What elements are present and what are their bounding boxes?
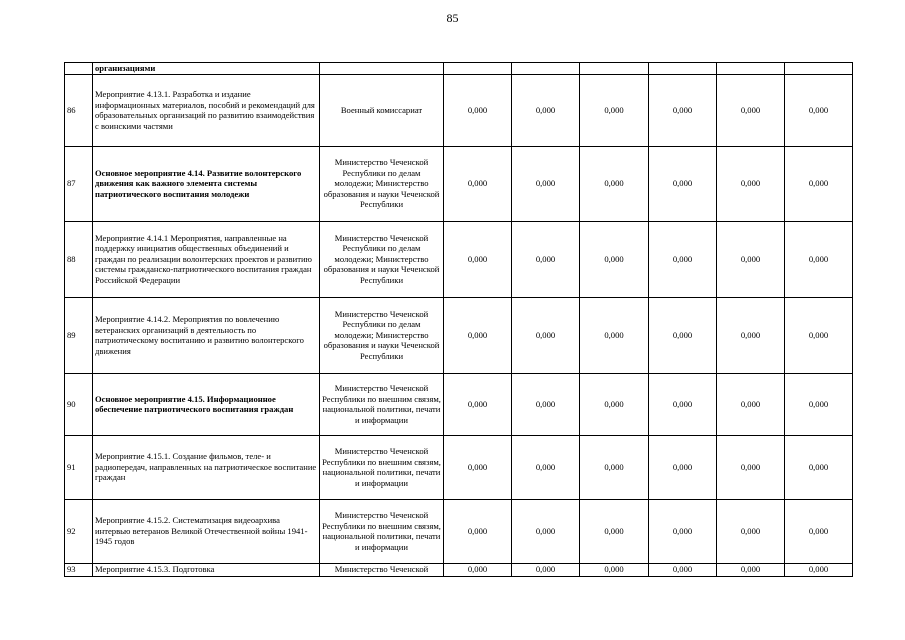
value-cell: 0,000 (785, 373, 853, 435)
executor-cell: Министерство Чеченской Республики по делам молодежи; Министерство образования и науки Чеченской Республики (320, 297, 444, 373)
executor-cell (320, 63, 444, 75)
value-cell: 0,000 (717, 221, 785, 297)
value-cell: 0,000 (649, 435, 717, 499)
row-number-cell: 93 (65, 563, 93, 576)
value-cell: 0,000 (785, 74, 853, 146)
value-cell: 0,000 (512, 563, 580, 576)
executor-cell: Министерство Чеченской Республики по внешним связям, национальной политики, печати и информации (320, 373, 444, 435)
value-cell: 0,000 (580, 373, 649, 435)
value-cell: 0,000 (717, 563, 785, 576)
value-cell: 0,000 (649, 221, 717, 297)
executor-cell: Министерство Чеченской Республики по внешним связям, национальной политики, печати и информации (320, 435, 444, 499)
value-cell: 0,000 (580, 563, 649, 576)
value-cell: 0,000 (580, 146, 649, 221)
table-row (65, 499, 853, 563)
value-cell: 0,000 (444, 373, 512, 435)
row-number-cell: 88 (65, 221, 93, 297)
value-cell: 0,000 (649, 297, 717, 373)
value-cell: 0,000 (444, 563, 512, 576)
value-cell: 0,000 (785, 146, 853, 221)
value-cell: 0,000 (717, 373, 785, 435)
value-cell: 0,000 (512, 146, 580, 221)
value-cell (580, 63, 649, 75)
executor-cell: Министерство Чеченской Республики по делам молодежи; Министерство образования и науки Чеченской Республики (320, 221, 444, 297)
value-cell: 0,000 (512, 435, 580, 499)
value-cell: 0,000 (649, 373, 717, 435)
executor-cell: Военный комиссариат (320, 74, 444, 146)
value-cell: 0,000 (717, 499, 785, 563)
value-cell: 0,000 (649, 499, 717, 563)
row-number-cell: 90 (65, 373, 93, 435)
value-cell (649, 63, 717, 75)
value-cell: 0,000 (580, 297, 649, 373)
row-number-cell: 91 (65, 435, 93, 499)
value-cell: 0,000 (785, 435, 853, 499)
value-cell: 0,000 (444, 499, 512, 563)
table-row (65, 297, 853, 373)
table-row (65, 563, 853, 576)
value-cell: 0,000 (785, 297, 853, 373)
value-cell: 0,000 (717, 297, 785, 373)
value-cell: 0,000 (785, 221, 853, 297)
table-row-continuation (65, 63, 853, 75)
row-number-cell: 87 (65, 146, 93, 221)
row-number-cell: 86 (65, 74, 93, 146)
table-row (65, 146, 853, 221)
program-activities-table (64, 62, 853, 577)
value-cell: 0,000 (444, 297, 512, 373)
value-cell: 0,000 (717, 435, 785, 499)
executor-cell: Министерство Чеченской Республики по делам молодежи; Министерство образования и науки Чеченской Республики (320, 146, 444, 221)
table-row (65, 373, 853, 435)
value-cell: 0,000 (580, 74, 649, 146)
executor-cell: Министерство Чеченской (320, 563, 444, 576)
table-row (65, 74, 853, 146)
value-cell (444, 63, 512, 75)
value-cell: 0,000 (444, 435, 512, 499)
row-number-cell: 92 (65, 499, 93, 563)
row-number-cell: 89 (65, 297, 93, 373)
value-cell: 0,000 (580, 435, 649, 499)
activity-name-cell: Мероприятие 4.14.2. Мероприятия по вовлечению ветеранских организаций в деятельность по патриотическому воспитанию и развитию волонтерского движения (93, 297, 320, 373)
value-cell: 0,000 (512, 499, 580, 563)
row-number-cell (65, 63, 93, 75)
value-cell: 0,000 (512, 373, 580, 435)
value-cell: 0,000 (649, 74, 717, 146)
value-cell: 0,000 (785, 499, 853, 563)
table-row (65, 221, 853, 297)
activity-name-cell: Мероприятие 4.15.1. Создание фильмов, теле- и радиопередач, направленных на патриотическое воспитание граждан (93, 435, 320, 499)
page-number: 85 (446, 11, 459, 25)
value-cell: 0,000 (580, 221, 649, 297)
value-cell: 0,000 (444, 74, 512, 146)
activity-name-cell: организациями (93, 63, 320, 75)
value-cell: 0,000 (512, 74, 580, 146)
value-cell (512, 63, 580, 75)
value-cell: 0,000 (580, 499, 649, 563)
activity-name-cell: Основное мероприятие 4.14. Развитие волонтерского движения как важного элемента системы патриотического воспитания молодежи (93, 146, 320, 221)
value-cell: 0,000 (717, 146, 785, 221)
value-cell: 0,000 (649, 563, 717, 576)
activity-name-cell: Мероприятие 4.13.1. Разработка и издание информационных материалов, пособий и рекомендаций для образовательных организаций по развитию взаимодействия с воинскими частями (93, 74, 320, 146)
value-cell: 0,000 (785, 563, 853, 576)
value-cell (717, 63, 785, 75)
value-cell: 0,000 (649, 146, 717, 221)
value-cell (785, 63, 853, 75)
value-cell: 0,000 (444, 146, 512, 221)
table-row (65, 435, 853, 499)
activity-name-cell: Мероприятие 4.14.1 Мероприятия, направленные на поддержку инициатив общественных объединений и граждан по реализации волонтерских проектов и развитию системы гражданско-патриотического воспитания граждан Российской Федерации (93, 221, 320, 297)
value-cell: 0,000 (444, 221, 512, 297)
executor-cell: Министерство Чеченской Республики по внешним связям, национальной политики, печати и информации (320, 499, 444, 563)
activity-name-cell: Мероприятие 4.15.2. Систематизация видеоархива интервью ветеранов Великой Отечественной войны 1941-1945 годов (93, 499, 320, 563)
value-cell: 0,000 (512, 221, 580, 297)
activity-name-cell: Основное мероприятие 4.15. Информационное обеспечение патриотического воспитания граждан (93, 373, 320, 435)
value-cell: 0,000 (717, 74, 785, 146)
value-cell: 0,000 (512, 297, 580, 373)
activity-name-cell: Мероприятие 4.15.3. Подготовка (93, 563, 320, 576)
